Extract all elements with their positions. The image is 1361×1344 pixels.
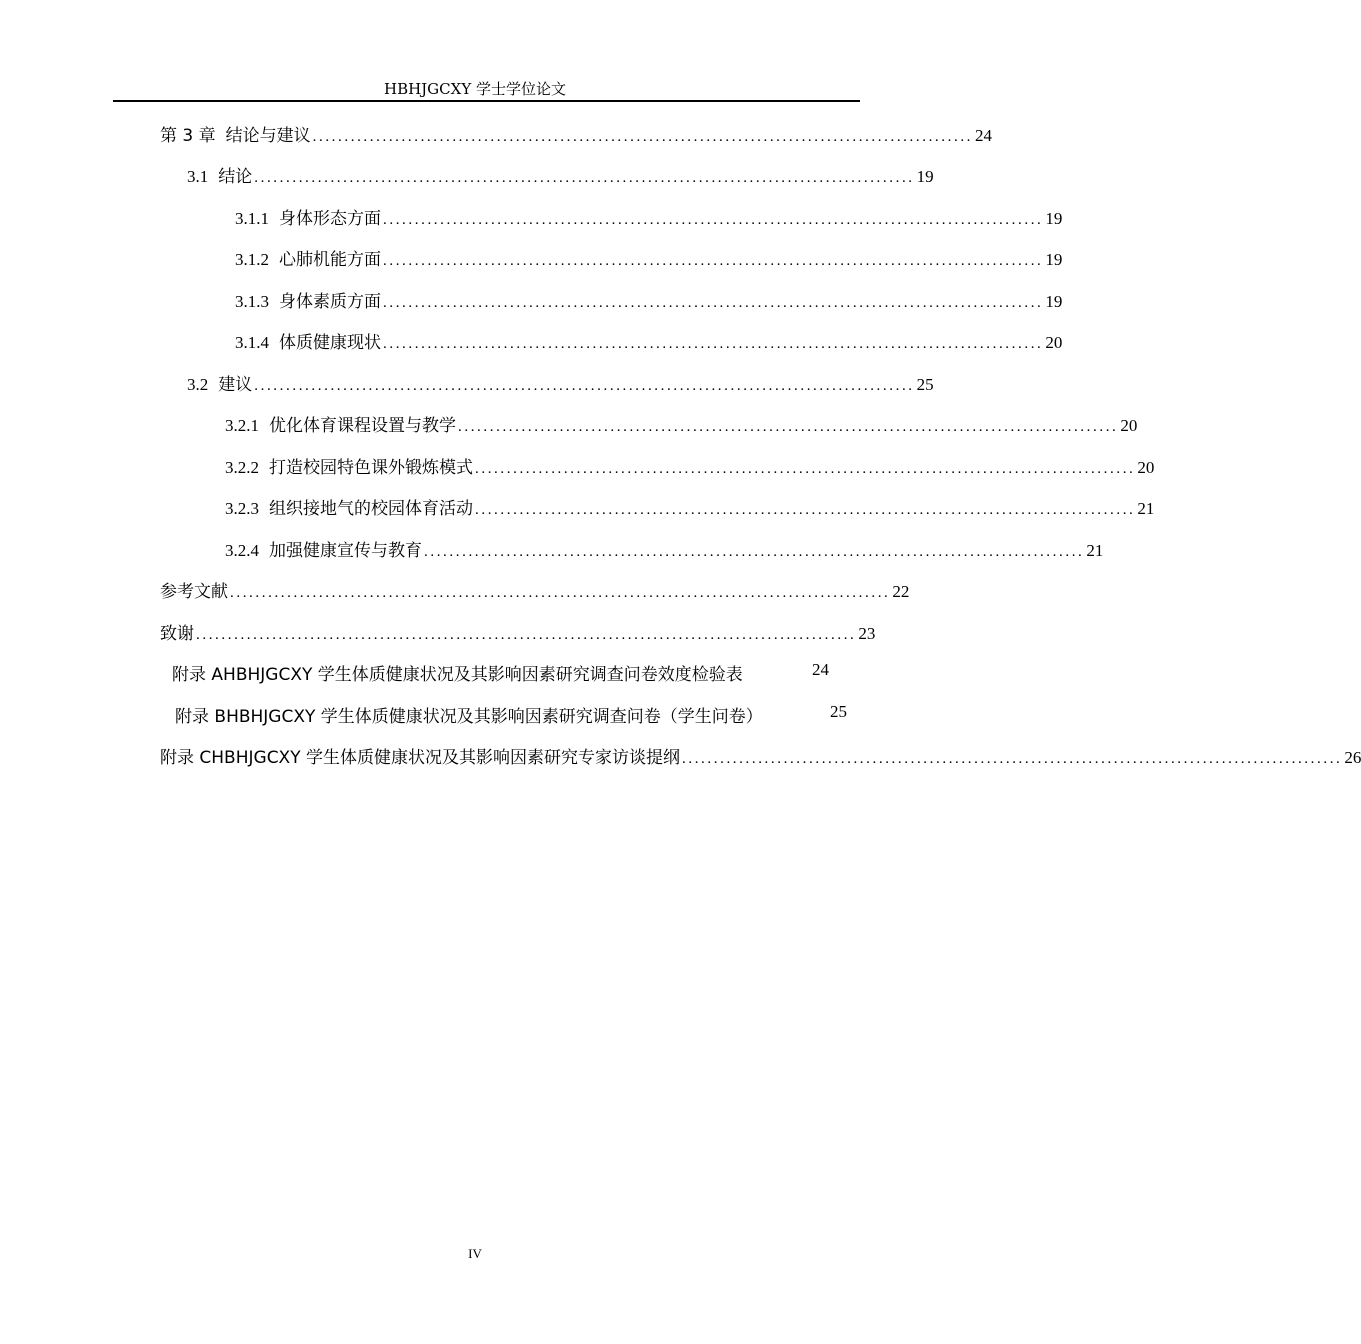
toc-entry-page: 19 [1045, 250, 1063, 269]
toc-entry-number: 3.2 [187, 375, 209, 394]
toc-leader-dots: ........................................................................................................ [230, 585, 891, 601]
toc-entry-references[interactable] [160, 577, 910, 602]
toc-entry-page: 24 [975, 126, 993, 145]
toc-leader-dots: ........................................................................................................ [475, 502, 1136, 518]
toc-leader-dots: ........................................................................................................ [458, 419, 1119, 435]
toc-entry-number: 3.2.4 [225, 541, 259, 560]
toc-entry-3-1[interactable] [187, 162, 934, 187]
toc-entry-title: 结论 [218, 167, 253, 187]
toc-entry-page: 21 [1086, 541, 1104, 560]
toc-entry-number: 3.1.2 [235, 250, 269, 269]
toc-entry-page: 25 [830, 702, 847, 721]
toc-entry-title: 致谢 [160, 624, 194, 644]
toc-entry-page: 19 [1045, 292, 1063, 311]
toc-entry-page: 20 [1137, 458, 1155, 477]
toc-entry-3-1-2[interactable] [235, 245, 1063, 270]
toc-entry-3-2-4[interactable] [225, 536, 1104, 561]
toc-entry-number: 3.1 [187, 167, 209, 186]
toc-leader-dots: ........................................................................................................ [312, 129, 974, 145]
toc-leader-dots: ........................................................................................................ [254, 170, 915, 186]
toc-entry-page: 19 [1045, 209, 1063, 228]
toc-entry-appendix-c[interactable] [160, 743, 1361, 768]
toc-entry-title: 附录 AHBHJGCXY 学生体质健康状况及其影响因素研究调查问卷效度检验表 [172, 665, 743, 685]
toc-leader-dots: ........................................................................................................ [383, 253, 1044, 269]
toc-entry-title: 加强健康宣传与教育 [269, 541, 422, 561]
toc-leader-dots: ........................................................................................................ [682, 751, 1343, 767]
toc-entry-page: 23 [858, 624, 876, 643]
toc-entry-title: 附录 CHBHJGCXY 学生体质健康状况及其影响因素研究专家访谈提纲 [160, 748, 680, 768]
toc-entry-3-1-1[interactable] [235, 204, 1063, 229]
toc-entry-3-2[interactable] [187, 370, 934, 395]
toc-entry-title: 体质健康现状 [279, 333, 381, 353]
toc-entry-title: 身体形态方面 [279, 209, 381, 229]
toc-entry-page: 20 [1120, 416, 1138, 435]
toc-entry-title: 心肺机能方面 [279, 250, 381, 270]
toc-entry-title: 优化体育课程设置与教学 [269, 416, 456, 436]
toc-entry-title: 身体素质方面 [279, 292, 381, 312]
toc-entry-title: 参考文献 [160, 582, 228, 602]
toc-entry-number: 第 3 章 [160, 126, 216, 146]
toc-entry-title: 打造校园特色课外锻炼模式 [269, 458, 473, 478]
toc-entry-appendix-a[interactable] [172, 660, 842, 684]
toc-entry-number: 3.1.3 [235, 292, 269, 311]
toc-entry-title: 结论与建议 [225, 126, 311, 146]
toc-leader-dots: ........................................................................................................ [475, 461, 1136, 477]
toc-entry-number: 3.2.3 [225, 499, 259, 518]
toc-entry-3-2-2[interactable] [225, 453, 1155, 478]
toc-entry-number: 3.1.1 [235, 209, 269, 228]
header-rule [113, 100, 860, 102]
toc-entry-number: 3.2.2 [225, 458, 259, 477]
toc-entry-number: 3.2.1 [225, 416, 259, 435]
toc-entry-3-2-3[interactable] [225, 494, 1155, 519]
toc-entry-page: 19 [916, 167, 934, 186]
toc-entry-page: 21 [1137, 499, 1155, 518]
toc-entry-page: 22 [892, 582, 910, 601]
toc-entry-3-2-1[interactable] [225, 411, 1138, 436]
toc-entry-chapter-3[interactable] [160, 121, 993, 146]
toc-leader-dots: ........................................................................................................ [383, 295, 1044, 311]
toc-entry-3-1-3[interactable] [235, 287, 1063, 312]
toc-entry-number: 3.1.4 [235, 333, 269, 352]
toc-entry-page: 24 [812, 660, 829, 679]
toc-entry-page: 25 [916, 375, 934, 394]
toc-entry-title: 组织接地气的校园体育活动 [269, 499, 473, 519]
page-header-title: HBHJGCXY 学士学位论文 [383, 80, 566, 98]
toc-entry-title: 附录 BHBHJGCXY 学生体质健康状况及其影响因素研究调查问卷（学生问卷） [175, 707, 763, 727]
toc-leader-dots: ........................................................................................................ [196, 627, 857, 643]
toc-entry-3-1-4[interactable] [235, 328, 1063, 353]
toc-leader-dots: ........................................................................................................ [383, 212, 1044, 228]
toc-entry-acknowledgements[interactable] [160, 619, 876, 644]
toc-entry-page: 20 [1045, 333, 1063, 352]
toc-entry-appendix-b[interactable] [175, 702, 850, 726]
toc-entry-title: 建议 [218, 375, 253, 395]
page-number: IV [468, 1246, 482, 1261]
toc-leader-dots: ........................................................................................................ [254, 378, 915, 394]
toc-leader-dots: ........................................................................................................ [383, 336, 1044, 352]
toc-entry-page: 26 [1344, 748, 1361, 767]
toc-leader-dots: ........................................................................................................ [424, 544, 1085, 560]
